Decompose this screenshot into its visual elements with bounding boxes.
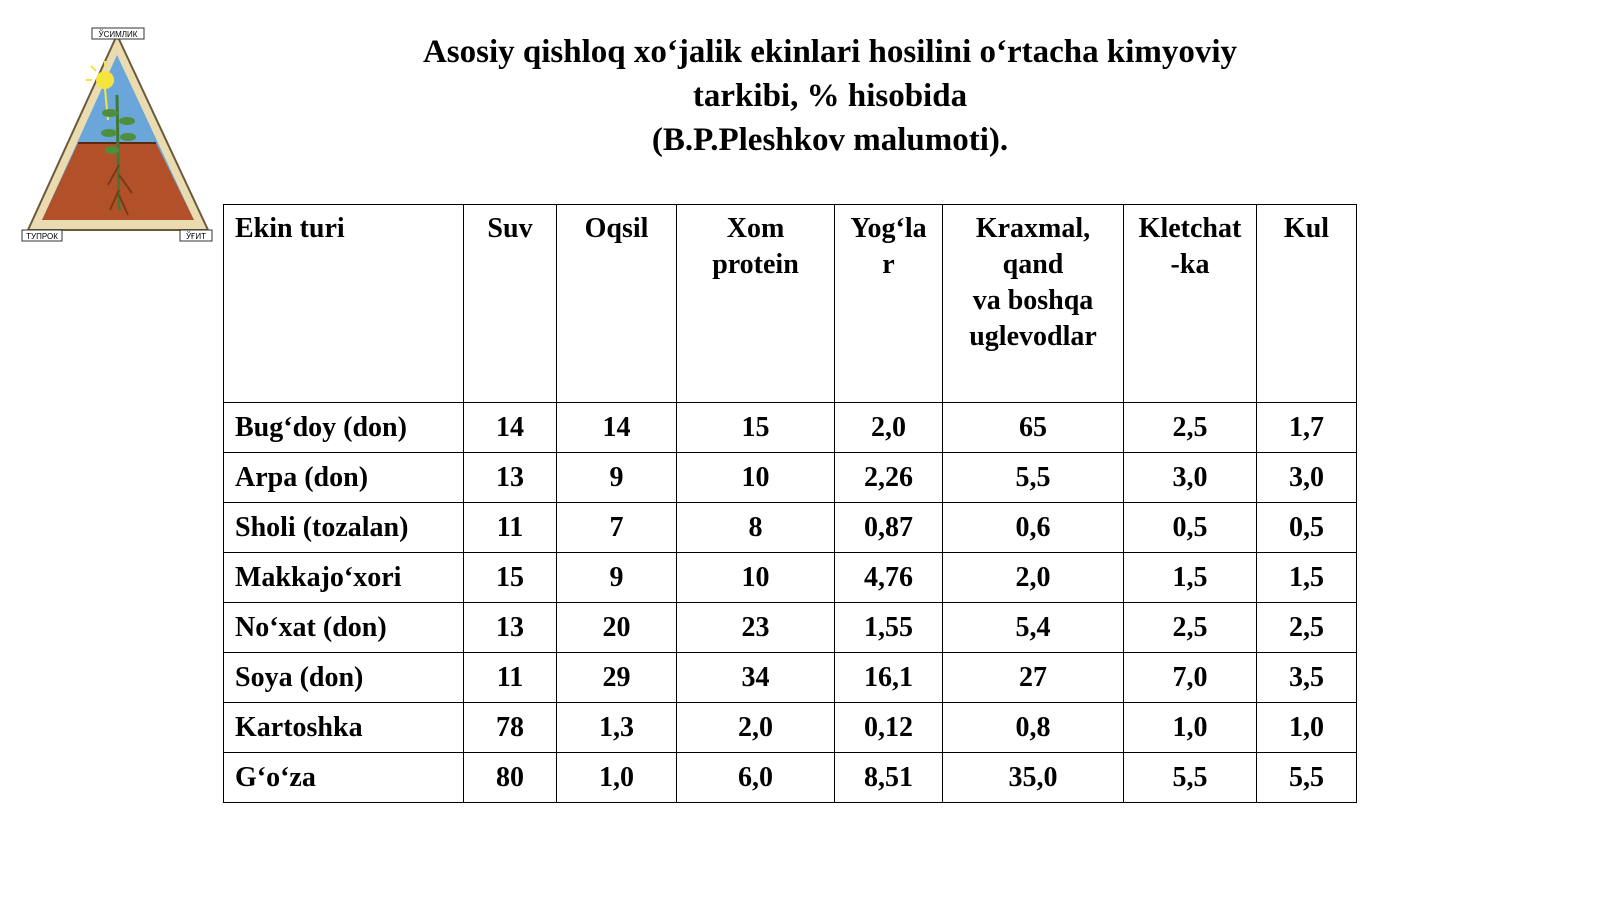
crop-name-cell: Soya (don) <box>224 653 464 703</box>
value-cell: 7 <box>557 503 677 553</box>
value-cell: 1,3 <box>557 703 677 753</box>
title-line-2: tarkibi, % hisobida <box>692 78 968 114</box>
crop-name-cell: Makkajo‘xori <box>224 553 464 603</box>
value-cell: 35,0 <box>943 753 1124 803</box>
value-cell: 14 <box>557 403 677 453</box>
page-title <box>330 30 1330 162</box>
value-cell: 13 <box>464 603 557 653</box>
value-cell: 0,12 <box>835 703 943 753</box>
column-header <box>224 205 464 403</box>
column-header <box>557 205 677 403</box>
value-cell: 14 <box>464 403 557 453</box>
value-cell: 2,0 <box>835 403 943 453</box>
table-row <box>224 753 1357 803</box>
value-cell: 0,5 <box>1257 503 1357 553</box>
value-cell: 11 <box>464 503 557 553</box>
value-cell: 1,0 <box>1257 703 1357 753</box>
value-cell: 78 <box>464 703 557 753</box>
value-cell: 80 <box>464 753 557 803</box>
value-cell: 11 <box>464 653 557 703</box>
column-header-line: Kul <box>1283 213 1330 244</box>
value-cell: 2,26 <box>835 453 943 503</box>
value-cell: 2,5 <box>1124 603 1257 653</box>
value-cell: 3,5 <box>1257 653 1357 703</box>
column-header <box>677 205 835 403</box>
value-cell: 15 <box>464 553 557 603</box>
table-row <box>224 603 1357 653</box>
value-cell: 34 <box>677 653 835 703</box>
table-row <box>224 653 1357 703</box>
column-header-line: Kraxmal, <box>975 213 1091 244</box>
value-cell: 1,0 <box>1124 703 1257 753</box>
value-cell: 1,5 <box>1257 553 1357 603</box>
value-cell: 3,0 <box>1124 453 1257 503</box>
logo <box>20 25 215 247</box>
value-cell: 5,5 <box>1124 753 1257 803</box>
value-cell: 13 <box>464 453 557 503</box>
table-row <box>224 703 1357 753</box>
crop-name-cell: No‘xat (don) <box>224 603 464 653</box>
value-cell: 2,5 <box>1124 403 1257 453</box>
value-cell: 9 <box>557 553 677 603</box>
column-header-line: Kletchat <box>1138 213 1242 244</box>
column-header-line: Xom <box>726 213 785 244</box>
column-header-line: Ekin turi <box>235 213 345 244</box>
crop-name-cell: Bug‘doy (don) <box>224 403 464 453</box>
column-header-line: Yog‘la <box>850 213 927 244</box>
column-header-line: Oqsil <box>584 213 649 244</box>
value-cell: 6,0 <box>677 753 835 803</box>
table-row <box>224 503 1357 553</box>
column-header <box>464 205 557 403</box>
column-header-line: qand <box>1002 249 1064 280</box>
value-cell: 1,7 <box>1257 403 1357 453</box>
table-row <box>224 553 1357 603</box>
value-cell: 0,5 <box>1124 503 1257 553</box>
value-cell: 9 <box>557 453 677 503</box>
value-cell: 8 <box>677 503 835 553</box>
table-header-row <box>224 205 1357 403</box>
title-line-1: Asosiy qishloq xo‘jalik ekinlari hosilini o‘rtacha kimyoviy <box>422 34 1238 70</box>
value-cell: 16,1 <box>835 653 943 703</box>
value-cell: 65 <box>943 403 1124 453</box>
column-header-line: va boshqa <box>972 285 1094 316</box>
value-cell: 2,0 <box>943 553 1124 603</box>
composition-table <box>223 204 1357 803</box>
value-cell: 7,0 <box>1124 653 1257 703</box>
value-cell: 27 <box>943 653 1124 703</box>
crop-name-cell: Arpa (don) <box>224 453 464 503</box>
column-header-line: Suv <box>487 213 533 244</box>
value-cell: 29 <box>557 653 677 703</box>
crop-name-cell: Kartoshka <box>224 703 464 753</box>
column-header <box>1257 205 1357 403</box>
column-header <box>943 205 1124 403</box>
value-cell: 23 <box>677 603 835 653</box>
value-cell: 2,5 <box>1257 603 1357 653</box>
table-row <box>224 403 1357 453</box>
logo-label-left: ТУПРОК <box>26 232 58 241</box>
value-cell: 1,5 <box>1124 553 1257 603</box>
value-cell: 10 <box>677 453 835 503</box>
table-row <box>224 453 1357 503</box>
value-cell: 3,0 <box>1257 453 1357 503</box>
value-cell: 20 <box>557 603 677 653</box>
value-cell: 0,87 <box>835 503 943 553</box>
value-cell: 10 <box>677 553 835 603</box>
value-cell: 5,5 <box>1257 753 1357 803</box>
crop-name-cell: Sholi (tozalan) <box>224 503 464 553</box>
value-cell: 8,51 <box>835 753 943 803</box>
value-cell: 2,0 <box>677 703 835 753</box>
column-header <box>1124 205 1257 403</box>
column-header-line: -ka <box>1170 249 1210 280</box>
value-cell: 0,6 <box>943 503 1124 553</box>
value-cell: 5,4 <box>943 603 1124 653</box>
plant-soil-fertilizer-triangle-icon <box>20 25 215 247</box>
column-header-line: r <box>882 249 895 280</box>
value-cell: 5,5 <box>943 453 1124 503</box>
value-cell: 0,8 <box>943 703 1124 753</box>
value-cell: 15 <box>677 403 835 453</box>
crop-name-cell: G‘o‘za <box>224 753 464 803</box>
value-cell: 1,0 <box>557 753 677 803</box>
column-header-line: protein <box>712 249 799 280</box>
title-line-3: (B.P.Pleshkov malumoti). <box>651 122 1009 158</box>
column-header-line: uglevodlar <box>969 321 1097 352</box>
logo-label-top: ЎСИМЛИК <box>98 30 138 39</box>
logo-label-right: ЎҒИТ <box>185 232 207 241</box>
value-cell: 4,76 <box>835 553 943 603</box>
column-header <box>835 205 943 403</box>
table-body <box>224 403 1357 803</box>
value-cell: 1,55 <box>835 603 943 653</box>
composition-table-container <box>223 204 1357 803</box>
